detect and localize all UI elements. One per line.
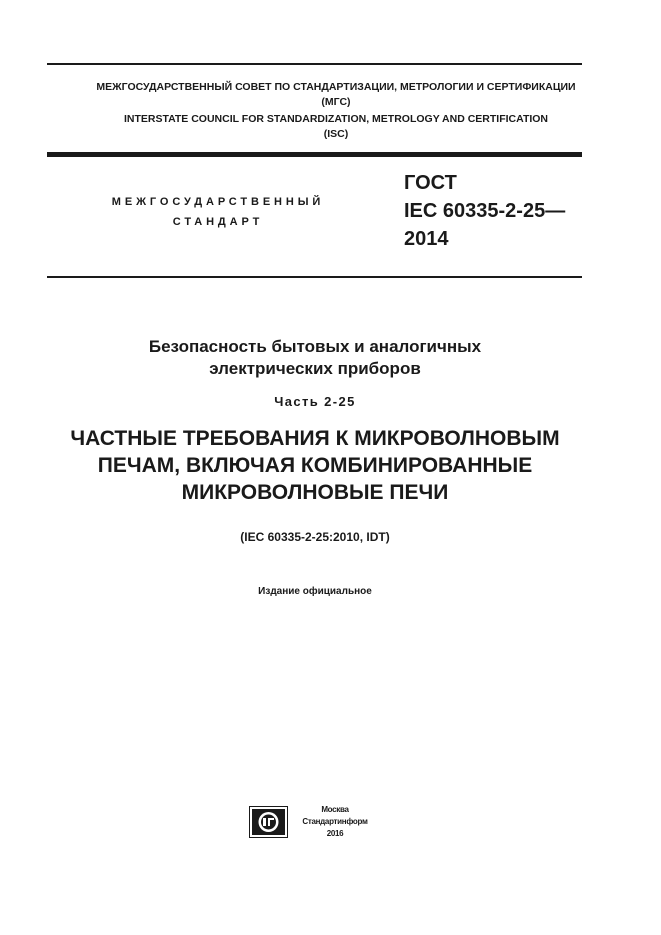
edition-label: Издание официальное bbox=[258, 586, 372, 597]
top-rule bbox=[47, 63, 582, 65]
council-ru bbox=[47, 80, 625, 110]
standard-type bbox=[82, 192, 354, 232]
header-divider-thick bbox=[47, 152, 582, 157]
publisher-info bbox=[291, 804, 379, 840]
council-ru-abbr: (МГС) bbox=[321, 96, 351, 108]
document-subtitle bbox=[30, 336, 600, 380]
iec-reference: (IEC 60335-2-25:2010, IDT) bbox=[240, 530, 390, 544]
title-line3: МИКРОВОЛНОВЫЕ ПЕЧИ bbox=[181, 481, 449, 504]
gost-year: 2014 bbox=[404, 228, 449, 250]
council-en-name: INTERSTATE COUNCIL FOR STANDARDIZATION, METROLOGY AND CERTIFICATION bbox=[123, 113, 549, 125]
header-divider-thin bbox=[47, 276, 582, 278]
subtitle-line1: Безопасность бытовых и аналогичных bbox=[148, 337, 482, 356]
council-en-abbr: (ISC) bbox=[323, 128, 349, 140]
publisher-name: Стандартинформ bbox=[302, 817, 368, 826]
publisher-city: Москва bbox=[321, 805, 349, 814]
standartinform-logo-icon bbox=[249, 806, 288, 838]
publisher-year: 2016 bbox=[326, 829, 344, 838]
title-line2: ПЕЧАМ, ВКЛЮЧАЯ КОМБИНИРОВАННЫЕ bbox=[97, 454, 533, 477]
standard-type-line2: СТАНДАРТ bbox=[172, 216, 264, 228]
gost-designation bbox=[404, 169, 565, 253]
gost-label: ГОСТ bbox=[404, 172, 457, 194]
council-ru-name: МЕЖГОСУДАРСТВЕННЫЙ СОВЕТ ПО СТАНДАРТИЗАЦИИ, МЕТРОЛОГИИ И СЕРТИФИКАЦИИ bbox=[96, 81, 576, 93]
gost-number: IEC 60335-2-25— bbox=[404, 200, 566, 222]
subtitle-line2: электрических приборов bbox=[209, 359, 421, 378]
document-part: Часть 2-25 bbox=[274, 394, 356, 409]
council-en bbox=[47, 112, 625, 142]
title-line1: ЧАСТНЫЕ ТРЕБОВАНИЯ К МИКРОВОЛНОВЫМ bbox=[70, 427, 560, 450]
standard-type-line1: МЕЖГОСУДАРСТВЕННЫЙ bbox=[111, 196, 325, 208]
document-title bbox=[30, 425, 600, 506]
